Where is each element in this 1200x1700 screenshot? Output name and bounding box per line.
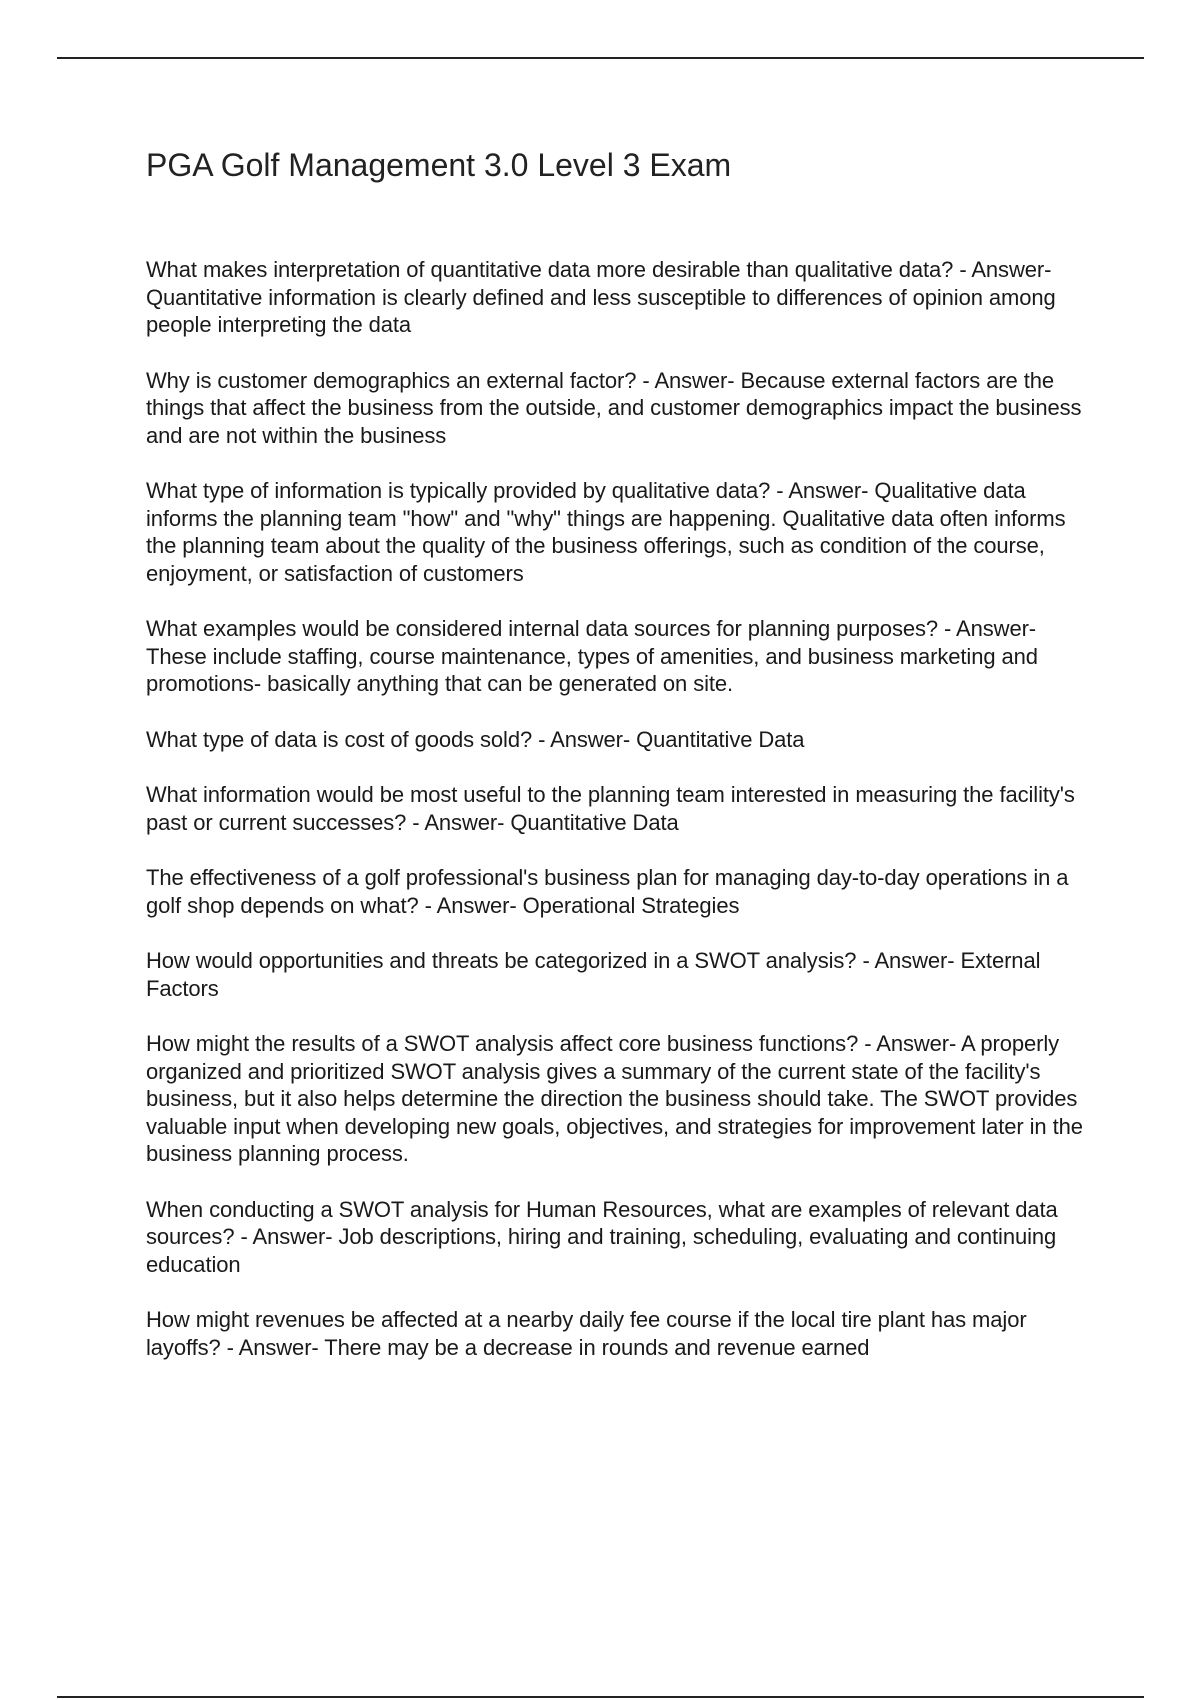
qa-item-1: What makes interpretation of quantitative data more desirable than qualitative data? - Answer- Quantitative information is clearly defined and less susceptible to differences of opinion among people interpreting the data bbox=[146, 257, 1056, 337]
qa-item-5: What type of data is cost of goods sold? - Answer- Quantitative Data bbox=[146, 726, 805, 752]
qa-list bbox=[146, 256, 1101, 1389]
qa-item-10: When conducting a SWOT analysis for Human Resources, what are examples of relevant data sources? - Answer- Job descriptions, hiring and training, scheduling, evaluating and continuing education bbox=[146, 1196, 1058, 1277]
top-divider bbox=[57, 57, 1144, 59]
qa-item-8: How would opportunities and threats be categorized in a SWOT analysis? - Answer- External Factors bbox=[146, 948, 1041, 1001]
qa-item-2: Why is customer demographics an external factor? - Answer- Because external factors are the things that affect the business from the outside, and customer demographics impact the business and are not within the business bbox=[146, 367, 1082, 448]
qa-item-11: How might revenues be affected at a nearby daily fee course if the local tire plant has major layoffs? - Answer- There may be a decrease in rounds and revenue earned bbox=[146, 1307, 1027, 1360]
qa-item-4: What examples would be considered internal data sources for planning purposes? - Answer- These include staffing, course maintenance, types of amenities, and business marketing and promotions- basically anything that can be generated on site. bbox=[146, 616, 1038, 696]
qa-item-9: How might the results of a SWOT analysis affect core business functions? - Answer- A properly organized and prioritized SWOT analysis gives a summary of the current state of the facility's business, but it also helps determine the direction the business should take. The SWOT provides valuable input when developing new goals, objectives, and strategies for improvement later in the business planning process. bbox=[146, 1031, 1083, 1166]
page-title: PGA Golf Management 3.0 Level 3 Exam bbox=[146, 147, 732, 183]
bottom-divider bbox=[57, 1696, 1144, 1698]
qa-item-6: What information would be most useful to the planning team interested in measuring the facility's past or current successes? - Answer- Quantitative Data bbox=[146, 782, 1075, 835]
qa-item-3: What type of information is typically provided by qualitative data? - Answer- Qualitative data informs the planning team "how" and "why" things are happening. Qualitative data often informs the planning team about the quality of the business offerings, such as condition of the course, enjoyment, or satisfaction of customers bbox=[146, 478, 1066, 586]
qa-item-7: The effectiveness of a golf professional's business plan for managing day-to-day operations in a golf shop depends on what? - Answer- Operational Strategies bbox=[146, 865, 1069, 918]
